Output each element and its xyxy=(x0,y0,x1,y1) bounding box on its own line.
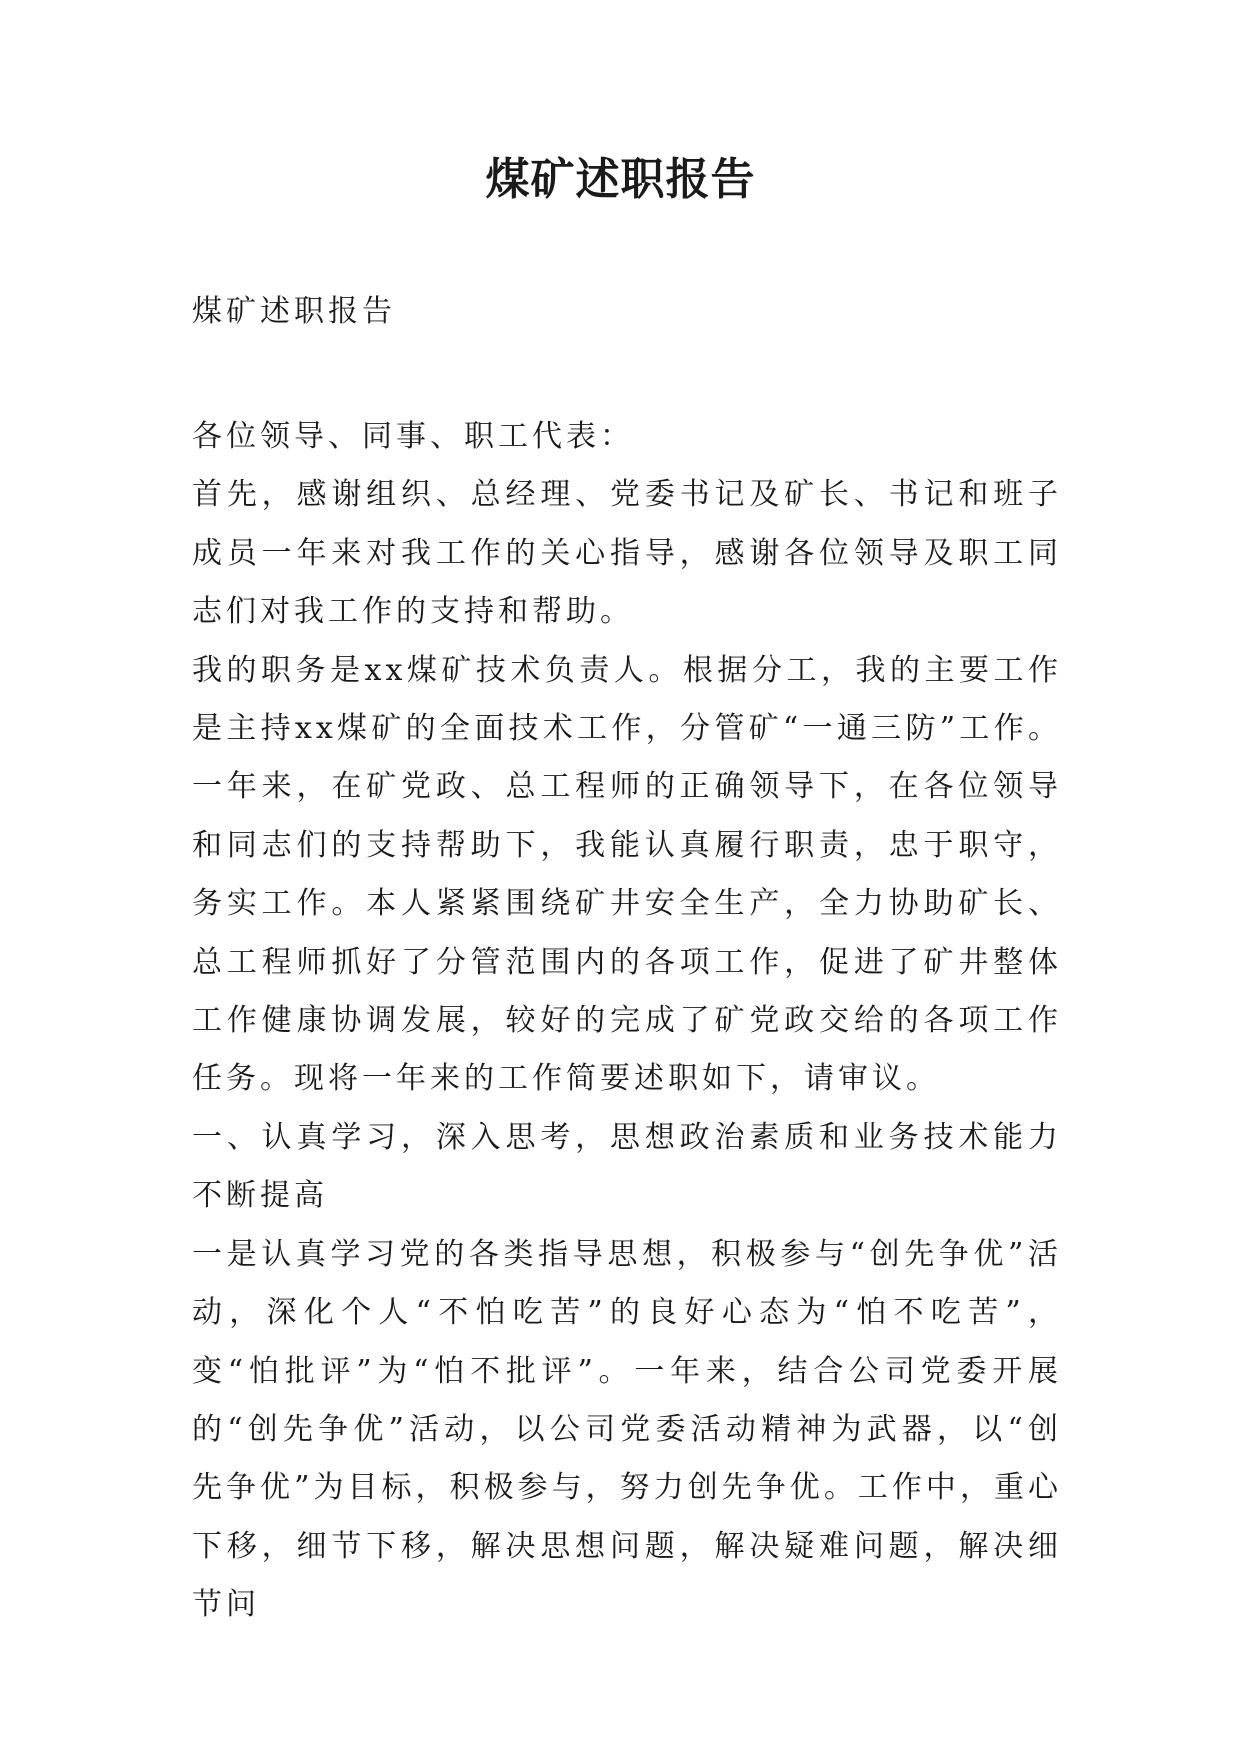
document-title: 煤矿述职报告 xyxy=(485,154,756,205)
document-subtitle: 煤矿述职报告 xyxy=(192,294,396,329)
duty-paragraph: 我的职务是xx煤矿技术负责人。根据分工，我的主要工作是主持xx煤矿的全面技术工作，分管矿“一通三防”工作。一年来，在矿党政、总工程师的正确领导下，在各位领导和同志们的支持帮助下，我能认真履行职责，忠于职守，务实工作。本人紧紧围绕矿井安全生产，全力协助矿长、总工程师抓好了分管范围内的各项工作，促进了矿井整体工作健康协调发展，较好的完成了矿党政交给的各项工作任务。现将一年来的工作简要述职如下，请审议。 xyxy=(192,652,1062,1097)
section-heading-1: 一、认真学习，深入思考，思想政治素质和业务技术能力不断提高 xyxy=(192,1119,1062,1214)
thanks-paragraph: 首先，感谢组织、总经理、党委书记及矿长、书记和班子成员一年来对我工作的关心指导，感谢各位领导及职工同志们对我工作的支持和帮助。 xyxy=(192,477,1062,630)
salutation-paragraph: 各位领导、同事、职工代表： xyxy=(192,419,634,454)
document-body xyxy=(192,408,1062,1635)
study-paragraph: 一是认真学习党的各类指导思想，积极参与“创先争优”活动，深化个人“不怕吃苦”的良好心态为“怕不吃苦”，变“怕批评”为“怕不批评”。一年来，结合公司党委开展的“创先争优”活动，以公司党委活动精神为武器，以“创先争优”为目标，积极参与，努力创先争优。工作中，重心下移，细节下移，解决思想问题，解决疑难问题，解决细节问 xyxy=(192,1236,1062,1623)
